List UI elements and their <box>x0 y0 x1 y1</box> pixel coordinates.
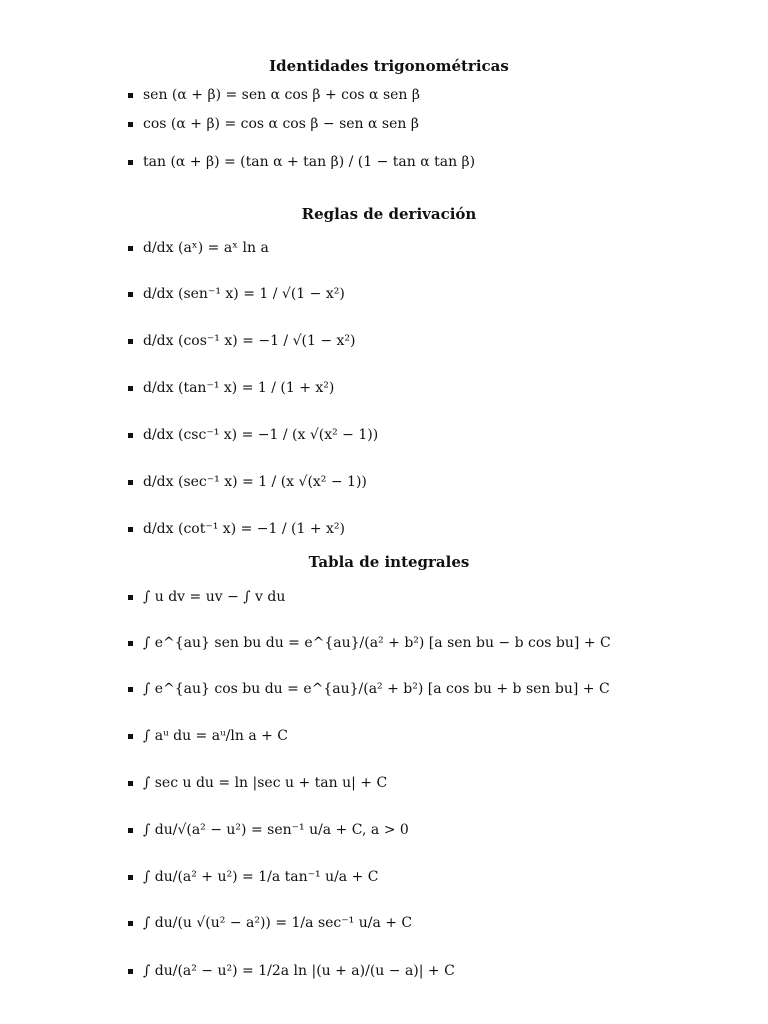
formula-text: sen (α + β) = sen α cos β + cos α sen β <box>143 87 420 103</box>
bullet-icon <box>128 734 133 739</box>
formula-text: d/dx (sec⁻¹ x) = 1 / (x √(x² − 1)) <box>143 474 367 490</box>
formula-integ-arctan <box>128 851 379 903</box>
formula-text: ∫ e^{au} sen bu du = e^{au}/(a² + b²) [a sen bu − b cos bu] + C <box>143 635 611 651</box>
bullet-icon <box>128 828 133 833</box>
formula-integ-parts <box>128 571 285 623</box>
formula-integ-arcsen <box>128 804 409 856</box>
formula-deriv-arccos <box>128 315 356 367</box>
formula-text: ∫ du/(a² − u²) = 1/2a ln |(u + a)/(u − a)| + C <box>143 963 455 979</box>
bullet-icon <box>128 595 133 600</box>
section-title-trig: Identidades trigonométricas <box>269 57 509 75</box>
formula-deriv-arccot <box>128 503 345 555</box>
formula-text: ∫ du/√(a² − u²) = sen⁻¹ u/a + C, a > 0 <box>143 822 409 838</box>
formula-text: ∫ e^{au} cos bu du = e^{au}/(a² + b²) [a cos bu + b sen bu] + C <box>143 681 610 697</box>
bullet-icon <box>128 93 133 98</box>
bullet-icon <box>128 641 133 646</box>
formula-integ-exp-sen <box>128 617 611 669</box>
formula-text: d/dx (tan⁻¹ x) = 1 / (1 + x²) <box>143 380 335 396</box>
bullet-icon <box>128 921 133 926</box>
bullet-icon <box>128 687 133 692</box>
bullet-icon <box>128 527 133 532</box>
formula-deriv-arcsec <box>128 456 367 508</box>
bullet-icon <box>128 969 133 974</box>
formula-text: tan (α + β) = (tan α + tan β) / (1 − tan α tan β) <box>143 154 476 170</box>
formula-integ-exp-cos <box>128 663 610 715</box>
formula-integ-sec <box>128 757 387 809</box>
formula-trig-tan-sum <box>128 136 475 188</box>
bullet-icon <box>128 160 133 165</box>
formula-text: cos (α + β) = cos α cos β − sen α sen β <box>143 116 419 132</box>
formula-deriv-arccsc <box>128 409 378 461</box>
bullet-icon <box>128 386 133 391</box>
bullet-icon <box>128 781 133 786</box>
bullet-icon <box>128 875 133 880</box>
formula-deriv-exp <box>128 222 269 274</box>
formula-text: ∫ u dv = uv − ∫ v du <box>143 589 286 605</box>
formula-text: d/dx (sen⁻¹ x) = 1 / √(1 − x²) <box>143 286 345 302</box>
section-title-deriv: Reglas de derivación <box>301 205 477 223</box>
bullet-icon <box>128 433 133 438</box>
formula-integ-power <box>128 710 288 762</box>
bullet-icon <box>128 246 133 251</box>
formula-text: d/dx (cos⁻¹ x) = −1 / √(1 − x²) <box>143 333 356 349</box>
bullet-icon <box>128 122 133 127</box>
section-title-integ: Tabla de integrales <box>308 553 470 571</box>
formula-text: ∫ sec u du = ln |sec u + tan u| + C <box>143 775 388 791</box>
bullet-icon <box>128 292 133 297</box>
formula-text: d/dx (aˣ) = aˣ ln a <box>143 240 269 256</box>
formula-text: d/dx (cot⁻¹ x) = −1 / (1 + x²) <box>143 521 346 537</box>
formula-deriv-arctan <box>128 362 334 414</box>
formula-text: ∫ du/(u √(u² − a²)) = 1/a sec⁻¹ u/a + C <box>143 915 413 931</box>
formula-text: d/dx (csc⁻¹ x) = −1 / (x √(x² − 1)) <box>143 427 379 443</box>
formula-integ-arcsec <box>128 897 412 949</box>
bullet-icon <box>128 480 133 485</box>
formula-deriv-arcsen <box>128 268 345 320</box>
formula-integ-log <box>128 945 455 997</box>
bullet-icon <box>128 339 133 344</box>
formula-text: ∫ du/(a² + u²) = 1/a tan⁻¹ u/a + C <box>143 869 379 885</box>
formula-text: ∫ aᵘ du = aᵘ/ln a + C <box>143 728 289 744</box>
